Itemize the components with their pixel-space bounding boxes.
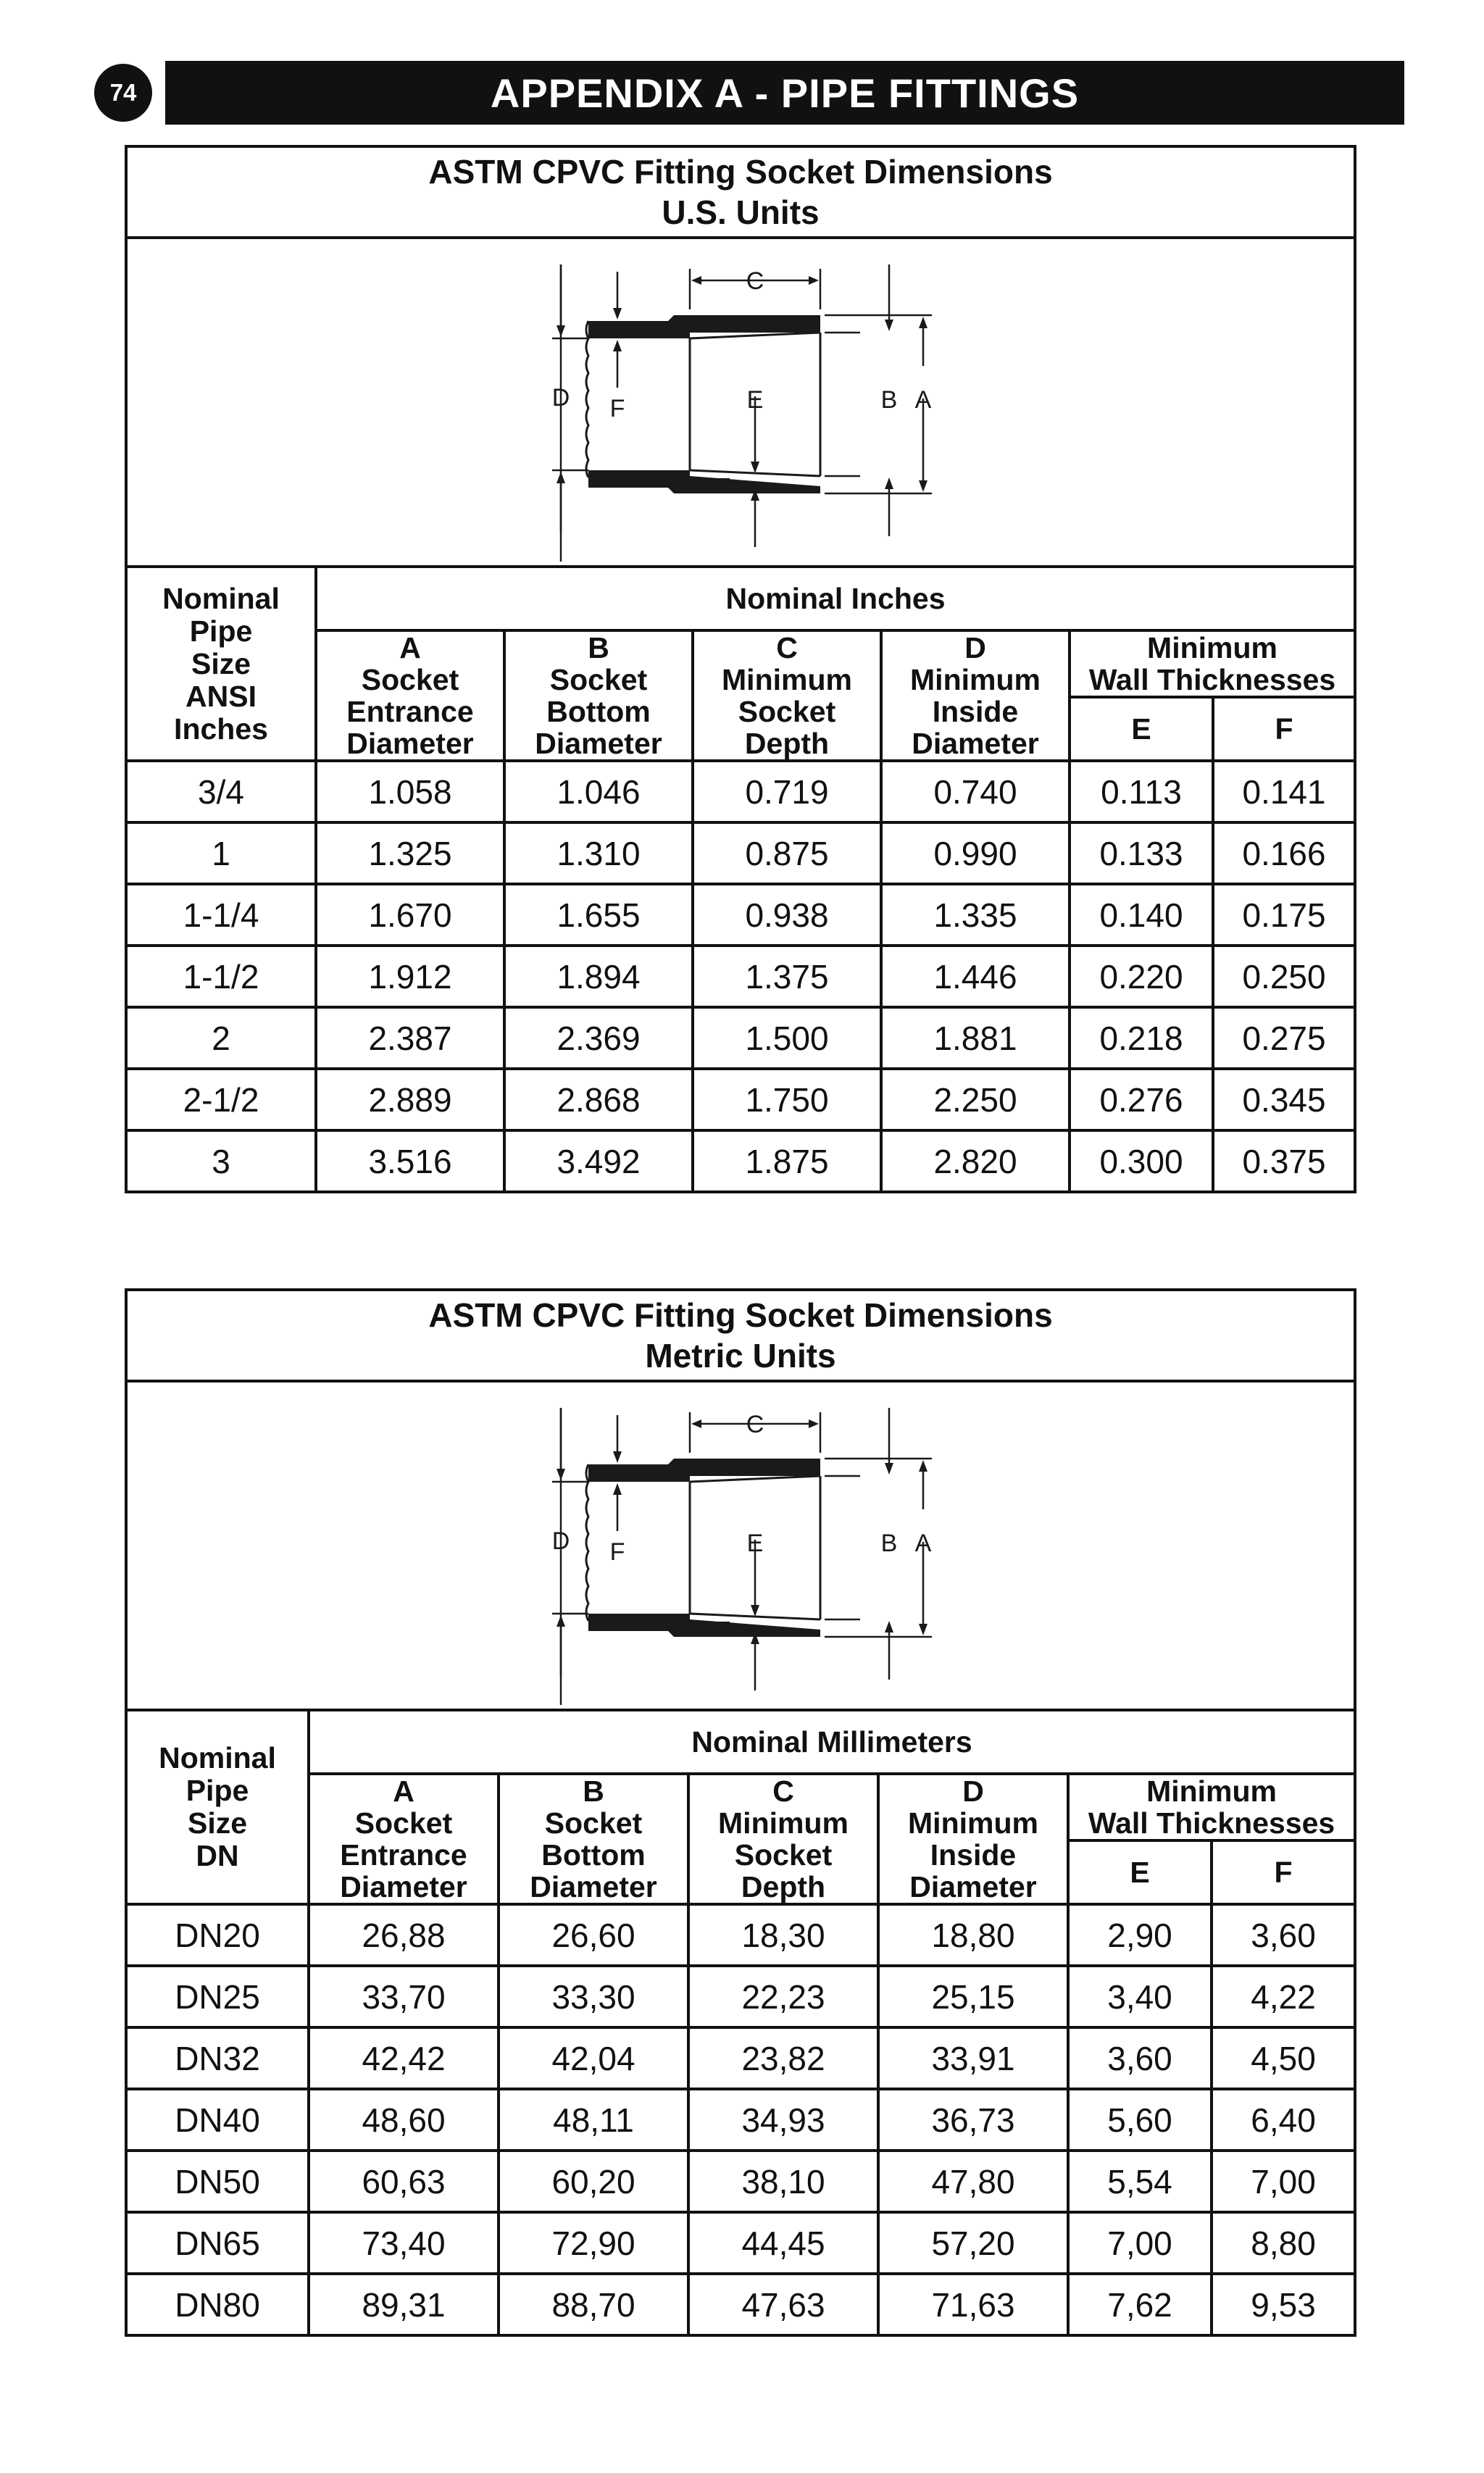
value-cell: 1.912 [316,946,504,1007]
value-cell: 4,50 [1212,2027,1354,2089]
page-number: 74 [94,64,152,122]
label-a: A [914,1530,932,1557]
value-cell: 22,23 [688,1966,878,2027]
value-cell: 0.990 [881,822,1070,884]
value-cell: 60,63 [309,2151,499,2212]
nominal-size-header: Nominal Pipe Size ANSI Inches [128,568,316,761]
value-cell: 1.325 [316,822,504,884]
value-cell: 0.740 [881,761,1070,822]
value-cell: 26,88 [309,1904,499,1966]
us-units-panel [125,145,1356,1193]
value-cell: 48,60 [309,2089,499,2151]
metric-units-table [128,1711,1354,2334]
value-cell: 38,10 [688,2151,878,2212]
value-cell: 7,62 [1068,2274,1212,2334]
value-cell: 1.750 [693,1069,881,1130]
value-cell: 36,73 [878,2089,1068,2151]
value-cell: 3,60 [1212,1904,1354,1966]
value-cell: 2.889 [316,1069,504,1130]
value-cell: 2.820 [881,1130,1070,1190]
col-header-f: F [1213,697,1354,761]
value-cell: 1.335 [881,884,1070,946]
value-cell: 0.140 [1070,884,1213,946]
col-header-b: B Socket Bottom Diameter [504,630,693,761]
label-d: D [551,1527,570,1555]
value-cell: 0.938 [693,884,881,946]
table-row [128,2212,1354,2274]
wall-thickness-header: Minimum Wall Thicknesses [1070,630,1354,697]
nominal-size-header: Nominal Pipe Size DN [128,1711,309,1904]
value-cell: 3.492 [504,1130,693,1190]
value-cell: 34,93 [688,2089,878,2151]
nominal-size-cell: 3/4 [128,761,316,822]
us-units-title: ASTM CPVC Fitting Socket Dimensions U.S. Units [128,148,1354,239]
nominal-size-cell: 2 [128,1007,316,1069]
value-cell: 0.220 [1070,946,1213,1007]
value-cell: 0.133 [1070,822,1213,884]
value-cell: 9,53 [1212,2274,1354,2334]
label-e: E [746,386,764,414]
value-cell: 1.500 [693,1007,881,1069]
value-cell: 0.375 [1213,1130,1354,1190]
us-units-diagram [128,239,1354,568]
table-row [128,2274,1354,2334]
value-cell: 0.276 [1070,1069,1213,1130]
value-cell: 1.881 [881,1007,1070,1069]
nominal-size-cell: 2-1/2 [128,1069,316,1130]
value-cell: 48,11 [499,2089,688,2151]
nominal-size-cell: DN25 [128,1966,309,2027]
metric-units-panel [125,1288,1356,2337]
label-b: B [880,1530,898,1557]
nominal-size-cell: 1-1/2 [128,946,316,1007]
value-cell: 47,63 [688,2274,878,2334]
value-cell: 0.345 [1213,1069,1354,1130]
value-cell: 0.719 [693,761,881,822]
table-row [128,1966,1354,2027]
table-row [128,884,1354,946]
value-cell: 47,80 [878,2151,1068,2212]
value-cell: 18,30 [688,1904,878,1966]
value-cell: 1.046 [504,761,693,822]
value-cell: 88,70 [499,2274,688,2334]
nominal-size-cell: DN80 [128,2274,309,2334]
value-cell: 73,40 [309,2212,499,2274]
appendix-header: APPENDIX A - PIPE FITTINGS [165,61,1404,125]
value-cell: 5,60 [1068,2089,1212,2151]
value-cell: 33,70 [309,1966,499,2027]
socket-dimension-diagram [480,1386,1001,1705]
value-cell: 7,00 [1212,2151,1354,2212]
value-cell: 6,40 [1212,2089,1354,2151]
value-cell: 89,31 [309,2274,499,2334]
value-cell: 8,80 [1212,2212,1354,2274]
value-cell: 1.655 [504,884,693,946]
value-cell: 1.670 [316,884,504,946]
value-cell: 60,20 [499,2151,688,2212]
value-cell: 0.218 [1070,1007,1213,1069]
value-cell: 2.387 [316,1007,504,1069]
group-header: Nominal Millimeters [309,1711,1354,1774]
table-row [128,822,1354,884]
col-header-c: C Minimum Socket Depth [693,630,881,761]
value-cell: 7,00 [1068,2212,1212,2274]
col-header-a: A Socket Entrance Diameter [316,630,504,761]
col-header-a: A Socket Entrance Diameter [309,1774,499,1904]
label-c: C [746,267,764,295]
value-cell: 1.375 [693,946,881,1007]
nominal-size-cell: 1 [128,822,316,884]
socket-dimension-diagram [480,243,1001,562]
value-cell: 3,40 [1068,1966,1212,2027]
value-cell: 1.875 [693,1130,881,1190]
metric-units-diagram [128,1383,1354,1711]
value-cell: 0.300 [1070,1130,1213,1190]
col-header-d: D Minimum Inside Diameter [881,630,1070,761]
value-cell: 2.868 [504,1069,693,1130]
table-row [128,2027,1354,2089]
table-row [128,1069,1354,1130]
value-cell: 57,20 [878,2212,1068,2274]
value-cell: 1.310 [504,822,693,884]
label-e: E [746,1530,764,1557]
value-cell: 3,60 [1068,2027,1212,2089]
col-header-d: D Minimum Inside Diameter [878,1774,1068,1904]
label-f: F [609,395,625,422]
value-cell: 4,22 [1212,1966,1354,2027]
wall-thickness-header: Minimum Wall Thicknesses [1068,1774,1354,1840]
table-row [128,2151,1354,2212]
label-f: F [609,1538,625,1566]
value-cell: 3.516 [316,1130,504,1190]
value-cell: 71,63 [878,2274,1068,2334]
value-cell: 0.113 [1070,761,1213,822]
value-cell: 44,45 [688,2212,878,2274]
value-cell: 0.166 [1213,822,1354,884]
col-header-c: C Minimum Socket Depth [688,1774,878,1904]
value-cell: 72,90 [499,2212,688,2274]
table-row [128,1904,1354,1966]
value-cell: 0.175 [1213,884,1354,946]
nominal-size-cell: 3 [128,1130,316,1190]
value-cell: 42,04 [499,2027,688,2089]
nominal-size-cell: DN50 [128,2151,309,2212]
table-row [128,1007,1354,1069]
table-row [128,761,1354,822]
value-cell: 2.250 [881,1069,1070,1130]
value-cell: 1.058 [316,761,504,822]
label-c: C [746,1411,764,1438]
col-header-e: E [1070,697,1213,761]
value-cell: 26,60 [499,1904,688,1966]
value-cell: 1.894 [504,946,693,1007]
metric-units-title: ASTM CPVC Fitting Socket Dimensions Metric Units [128,1291,1354,1383]
group-header: Nominal Inches [316,568,1354,630]
value-cell: 33,30 [499,1966,688,2027]
label-a: A [914,386,932,414]
value-cell: 0.250 [1213,946,1354,1007]
value-cell: 25,15 [878,1966,1068,2027]
value-cell: 23,82 [688,2027,878,2089]
table-row [128,2089,1354,2151]
value-cell: 0.875 [693,822,881,884]
col-header-f: F [1212,1840,1354,1904]
nominal-size-cell: DN65 [128,2212,309,2274]
us-units-table [128,568,1354,1190]
value-cell: 2,90 [1068,1904,1212,1966]
nominal-size-cell: DN32 [128,2027,309,2089]
value-cell: 0.141 [1213,761,1354,822]
value-cell: 2.369 [504,1007,693,1069]
value-cell: 18,80 [878,1904,1068,1966]
value-cell: 1.446 [881,946,1070,1007]
nominal-size-cell: DN40 [128,2089,309,2151]
table-row [128,946,1354,1007]
label-b: B [880,386,898,414]
value-cell: 0.275 [1213,1007,1354,1069]
col-header-b: B Socket Bottom Diameter [499,1774,688,1904]
value-cell: 33,91 [878,2027,1068,2089]
value-cell: 42,42 [309,2027,499,2089]
nominal-size-cell: 1-1/4 [128,884,316,946]
label-d: D [551,384,570,412]
col-header-e: E [1068,1840,1212,1904]
value-cell: 5,54 [1068,2151,1212,2212]
nominal-size-cell: DN20 [128,1904,309,1966]
table-row [128,1130,1354,1190]
